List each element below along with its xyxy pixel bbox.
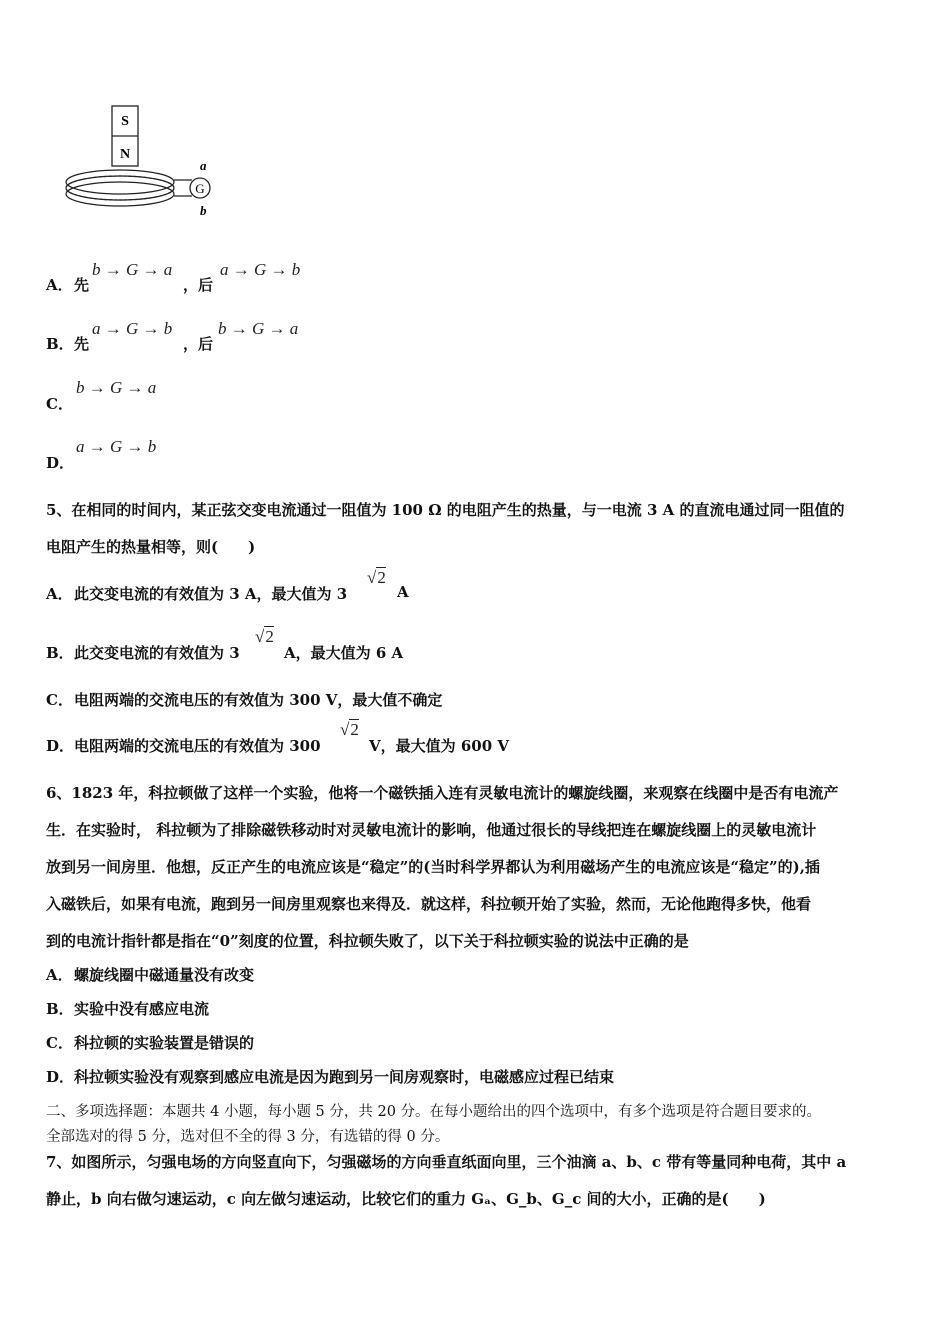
- math-expression: b → G → a: [92, 260, 173, 279]
- option-text: 实验中没有感应电流: [74, 1000, 210, 1018]
- option-label: C．: [46, 395, 73, 413]
- option-label: C．: [46, 691, 73, 709]
- option-prefix: 先: [74, 335, 90, 353]
- option-text: 此交变电流的有效值为 3 A，最大值为 3: [74, 585, 348, 603]
- option-prefix: 先: [74, 276, 90, 294]
- option-label: B．: [46, 644, 74, 662]
- option-label: D．: [46, 1068, 75, 1086]
- math-expression: b → G → a: [76, 378, 157, 397]
- question-stem: 放到另一间房里．他想，反正产生的电流应该是“稳定”的(当时科学界都认为利用磁场产生的电流应该是“稳定”的),插: [46, 858, 820, 876]
- option-text: A，最大值为 6 A: [284, 644, 404, 662]
- coil: [66, 170, 192, 206]
- option-label: A．: [46, 276, 73, 294]
- option-text: 电阻两端的交流电压的有效值为 300 V，最大值不确定: [74, 691, 443, 709]
- sqrt-symbol: √: [255, 627, 265, 646]
- sqrt-radicand: 2: [265, 627, 274, 646]
- sqrt-expression: [255, 627, 274, 647]
- option-text: 螺旋线圈中磁通量没有改变: [74, 966, 255, 984]
- magnet-n-label: N: [119, 147, 131, 162]
- terminal-b-label: b: [200, 203, 207, 218]
- sqrt-expression: [340, 720, 359, 740]
- sqrt-symbol: √: [340, 720, 350, 739]
- question-stem: 静止，b 向右做匀速运动，c 向左做匀速运动，比较它们的重力 Gₐ、G_b、G_c 间的大小，正确的是( ): [46, 1190, 766, 1208]
- coil-magnet-figure: [60, 104, 220, 220]
- option-label: D．: [46, 454, 75, 472]
- question-stem: 7、如图所示，匀强电场的方向竖直向下，匀强磁场的方向垂直纸面向里，三个油滴 a、b、c 带有等量同种电荷，其中 a: [46, 1153, 847, 1171]
- question-stem: 入磁铁后，如果有电流，跑到另一间房里观察也来得及．就这样，科拉顿开始了实验，然而，无论他跑得多快，他看: [46, 895, 812, 913]
- question-stem: 生．在实验时， 科拉顿为了排除磁铁移动时对灵敏电流计的影响，他通过很长的导线把连在螺旋线圈上的灵敏电流计: [46, 821, 817, 839]
- option-label: B．: [46, 335, 74, 353]
- option-label: D．: [46, 737, 75, 755]
- option-label: C．: [46, 1034, 73, 1052]
- option-text: 科拉顿实验没有观察到感应电流是因为跑到另一间房观察时，电磁感应过程已结束: [74, 1068, 615, 1086]
- math-expression: a → G → b: [76, 437, 157, 456]
- sqrt-symbol: √: [367, 568, 377, 587]
- option-label: A．: [46, 966, 73, 984]
- sqrt-radicand: 2: [350, 720, 359, 739]
- question-stem: 到的电流计指针都是指在“0”刻度的位置，科拉顿失败了，以下关于科拉顿实验的说法中正确的是: [46, 932, 689, 950]
- option-text: A: [397, 583, 409, 601]
- magnet-s-label: S: [121, 114, 129, 129]
- math-expression: a → G → b: [220, 260, 301, 279]
- question-stem: 5、在相同的时间内，某正弦交变电流通过一阻值为 100 Ω 的电阻产生的热量，与一电流 3 A 的直流电通过同一阻值的: [46, 501, 845, 519]
- galvanometer-label: G: [195, 181, 205, 196]
- option-text: V，最大值为 600 V: [369, 737, 510, 755]
- sqrt-expression: [367, 568, 386, 588]
- sqrt-radicand: 2: [377, 568, 386, 587]
- option-text: 科拉顿的实验装置是错误的: [74, 1034, 255, 1052]
- option-text: 此交变电流的有效值为 3: [74, 644, 240, 662]
- option-connector: ，后: [183, 276, 214, 294]
- math-expression: a → G → b: [92, 319, 173, 338]
- option-text: 电阻两端的交流电压的有效值为 300: [74, 737, 321, 755]
- option-connector: ，后: [183, 335, 214, 353]
- option-label: A．: [46, 585, 73, 603]
- question-stem: 电阻产生的热量相等，则( ): [46, 538, 256, 556]
- section-instructions: 全部选对的得 5 分，选对但不全的得 3 分，有选错的得 0 分。: [46, 1129, 450, 1145]
- option-label: B．: [46, 1000, 74, 1018]
- question-stem: 6、1823 年，科拉顿做了这样一个实验，他将一个磁铁插入连有灵敏电流计的螺旋线圈，来观察在线圈中是否有电流产: [46, 784, 839, 802]
- terminal-a-label: a: [200, 158, 207, 173]
- math-expression: b → G → a: [218, 319, 299, 338]
- section-instructions: 二、多项选择题：本题共 4 小题，每小题 5 分，共 20 分。在每小题给出的四个选项中，有多个选项是符合题目要求的。: [46, 1104, 822, 1120]
